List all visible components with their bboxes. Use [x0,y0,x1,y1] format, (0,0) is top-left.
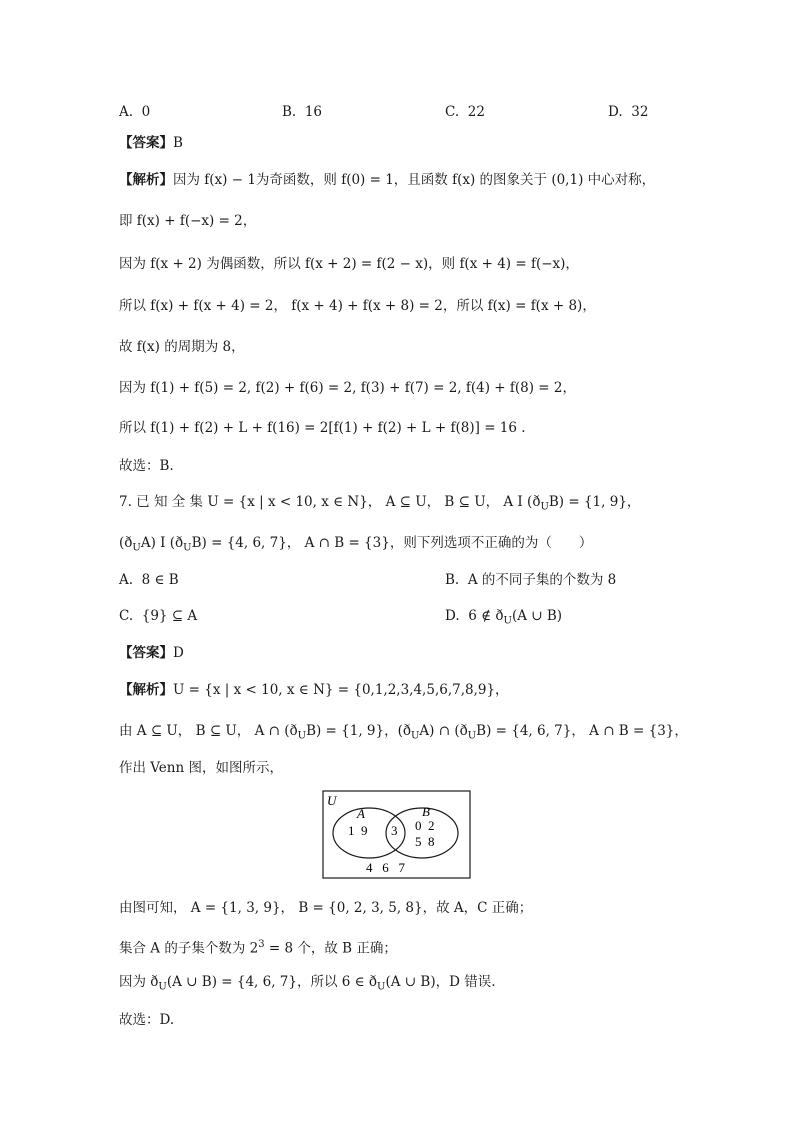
q6-analysis-line-1: 【解析】因为 f(x) − 1为奇函数，则 f(0) = 1，且函数 f(x) 的图象关于 (0,1) 中心对称， [119,172,656,188]
q7-option-b: B. A 的不同子集的个数为 8 [445,572,617,588]
outside-elements: 4 6 7 [366,860,405,875]
universe-label: U [327,793,337,808]
q6-analysis-line-2: 即 f(x) + f(−x) = 2， [119,213,257,229]
q7-analysis-line-5: 集合 A 的子集个数为 $2^3 = 8$ 个，故 B 正确； [119,939,397,957]
q6-answer: 【答案】B [119,135,183,151]
q7-stem-line-2: $(ð_UA)$ I $(ð_UB) = \{4$, 6, 7}， A ∩ B = {3}，则下列选项不正确的为（ ） [119,535,593,554]
q7-analysis-line-1: 【解析】U = {x | x < 10, x ∈ N} = {0,1,2,3,4,5,6,7,8,9}， [119,682,509,698]
q7-answer: 【答案】D [119,645,184,661]
set-a-label: A [357,806,365,821]
q6-option-c: C. 22 [445,104,485,120]
b-only-elements-top: 0 2 [415,818,435,833]
q6-analysis-line-5: 故 f(x) 的周期为 8， [119,339,245,355]
set-b-label: B [422,804,430,819]
q6-analysis-line-3: 因为 f(x + 2) 为偶函数，所以 f(x + 2) = f(2 − x)，则 f(x + 4) = f(−x)， [119,256,579,272]
q6-analysis-line-4: 所以 f(x) + f(x + 4) = 2， f(x + 4) + f(x + 8) = 2，所以 f(x) = f(x + 8)， [119,298,596,314]
q6-analysis-line-7: 所以 f(1) + f(2) + L + f(16) = 2[f(1) + f(2) + L + f(8)] = 16 . [119,420,526,436]
q6-option-a: A. 0 [119,104,151,120]
q7-analysis-line-4: 由图可知， A = {1, 3, 9}， B = {0, 2, 3, 5, 8}，故 A，C 正确； [119,900,533,916]
q6-option-b: B. 16 [282,104,322,120]
q6-analysis-line-6: 因为 f(1) + f(5) = 2, f(2) + f(6) = 2, f(3) + f(7) = 2, f(4) + f(8) = 2， [119,380,577,396]
q7-analysis-line-2: 由 A ⊆ U， B ⊆ U， A ∩ $(ð_UB) = \{1$, 9}，$(ð_UA)$ ∩ $(ð_UB) = \{4$, 6, 7}， A ∩ B = {3}， [119,723,688,742]
q6-conclusion: 故选：B. [119,458,174,474]
a-only-elements: 1 9 [348,823,368,838]
q7-stem-line-1: 7. 已 知 全 集 U = {x | x < 10, x ∈ N}， A ⊆ U， B ⊆ U， A I $(ð_UB) = \{1$, 9}， [119,494,641,513]
q6-option-d: D. 32 [608,104,649,120]
q7-option-d: D. 6 ∉ $ð_U(A$ ∪ B) [445,608,563,627]
q7-analysis-line-3: 作出 Venn 图，如图所示， [119,760,283,776]
venn-diagram [322,790,472,880]
q7-option-c: C. {9} ⊆ A [119,608,198,624]
q7-option-a: A. 8 ∈ B [119,572,179,588]
b-only-elements-bottom: 5 8 [415,834,435,849]
q7-analysis-line-6: 因为 $ð_U(A$ ∪ B) = {4, 6, 7}，所以 6 ∈ $ð_U(A$ ∪ B)，D 错误. [119,974,496,993]
intersection-element: 3 [391,823,398,838]
q7-conclusion: 故选：D. [119,1012,175,1028]
